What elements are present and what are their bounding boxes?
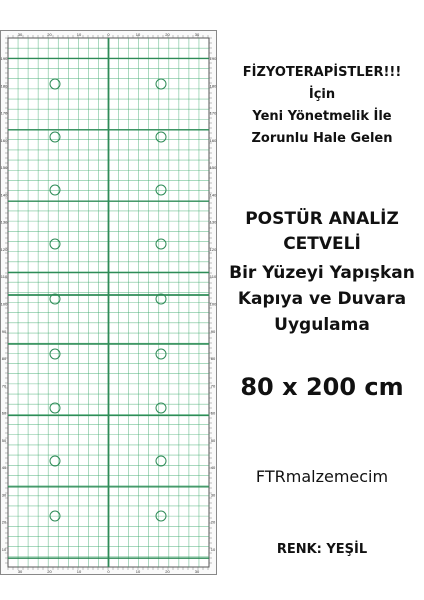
- ruler-left-tick-label: 140: [0, 192, 8, 198]
- ruler-bottom-tick-label: 10: [76, 569, 82, 574]
- ruler-right-tick-label: 180: [209, 83, 217, 89]
- ruler-left-tick-label: 50: [1, 437, 7, 443]
- ruler-right-tick-label: 120: [209, 246, 217, 252]
- ruler-left-tick-label: 90: [1, 328, 7, 334]
- ruler-left-tick-label: 10: [1, 547, 7, 552]
- ruler-top-tick-label: 20: [47, 32, 52, 37]
- ruler-left-tick-label: 160: [0, 137, 8, 143]
- ruler-left-tick-label: 130: [0, 219, 8, 225]
- brand-label: FTRmalzemecim: [255, 467, 389, 486]
- ruler-top-tick-label: 10: [76, 32, 82, 37]
- color-label: RENK: YEŞİL: [276, 542, 368, 557]
- ruler-top-tick-label: 0: [107, 32, 110, 37]
- title-line2: CETVELİ: [283, 234, 361, 254]
- ruler-top-tick-label: 10: [135, 32, 141, 37]
- ruler-right-tick-label: 50: [210, 437, 216, 443]
- title-line5: Uygulama: [274, 315, 370, 335]
- ruler-right-tick-label: 150: [209, 165, 217, 171]
- ruler-left-tick-label: 40: [1, 465, 7, 471]
- title-line4: Kapıya ve Duvara: [237, 289, 407, 309]
- ruler-right-tick-label: 130: [209, 219, 217, 225]
- ruler-bottom-tick-label: 30: [194, 569, 200, 574]
- ruler-right-tick-label: 40: [210, 465, 216, 471]
- ruler-left-tick-label: 30: [1, 492, 7, 498]
- posture-grid-svg: [0, 30, 217, 575]
- ruler-bottom-tick-label: 20: [47, 569, 52, 574]
- ruler-right-tick-label: 80: [210, 356, 216, 362]
- ruler-left-tick-label: 150: [0, 165, 8, 171]
- ruler-left-tick-label: 100: [0, 301, 8, 307]
- ruler-left-tick-label: 60: [1, 410, 7, 416]
- ruler-right-tick-label: 30: [210, 492, 216, 498]
- ruler-right-tick-label: 20: [210, 519, 216, 525]
- headline-line3: Yeni Yönetmelik İle: [252, 109, 392, 124]
- headline-line1: FİZYOTERAPİSTLER!!!: [242, 65, 402, 80]
- ruler-left-tick-label: 20: [1, 519, 7, 525]
- ruler-top-tick-label: 30: [194, 32, 200, 37]
- ruler-right-tick-label: 10: [210, 547, 216, 552]
- ruler-right-tick-label: 100: [209, 301, 217, 307]
- ruler-bottom-tick-label: 30: [17, 569, 23, 574]
- ruler-bottom-tick-label: 0: [107, 569, 110, 574]
- ruler-right-tick-label: 70: [210, 383, 216, 389]
- headline-line2: İçin: [308, 87, 336, 102]
- ruler-left-tick-label: 80: [1, 356, 7, 362]
- ruler-left-tick-label: 120: [0, 246, 8, 252]
- ruler-right-tick-label: 190: [209, 56, 217, 61]
- headline-line4: Zorunlu Hale Gelen: [251, 131, 393, 146]
- ruler-right-tick-label: 90: [210, 328, 216, 334]
- posture-grid-ruler: [0, 30, 217, 575]
- ruler-bottom-tick-label: 20: [165, 569, 170, 574]
- size-label: 80 x 200 cm: [240, 373, 404, 401]
- title-line3: Bir Yüzeyi Yapışkan: [229, 263, 415, 283]
- ruler-left-tick-label: 190: [0, 56, 8, 61]
- ruler-left-tick-label: 170: [0, 110, 8, 116]
- ruler-bottom-tick-label: 10: [135, 569, 141, 574]
- ruler-left-tick-label: 180: [0, 83, 8, 89]
- ruler-left-tick-label: 70: [1, 383, 7, 389]
- ruler-right-tick-label: 60: [210, 410, 216, 416]
- ruler-right-tick-label: 110: [209, 274, 217, 280]
- ruler-left-tick-label: 110: [0, 274, 8, 280]
- ruler-right-tick-label: 140: [209, 192, 217, 198]
- ruler-right-tick-label: 160: [209, 137, 217, 143]
- title-line1: POSTÜR ANALİZ: [245, 209, 399, 229]
- ruler-top-tick-label: 20: [165, 32, 170, 37]
- ruler-right-tick-label: 170: [209, 110, 217, 116]
- ruler-top-tick-label: 30: [17, 32, 23, 37]
